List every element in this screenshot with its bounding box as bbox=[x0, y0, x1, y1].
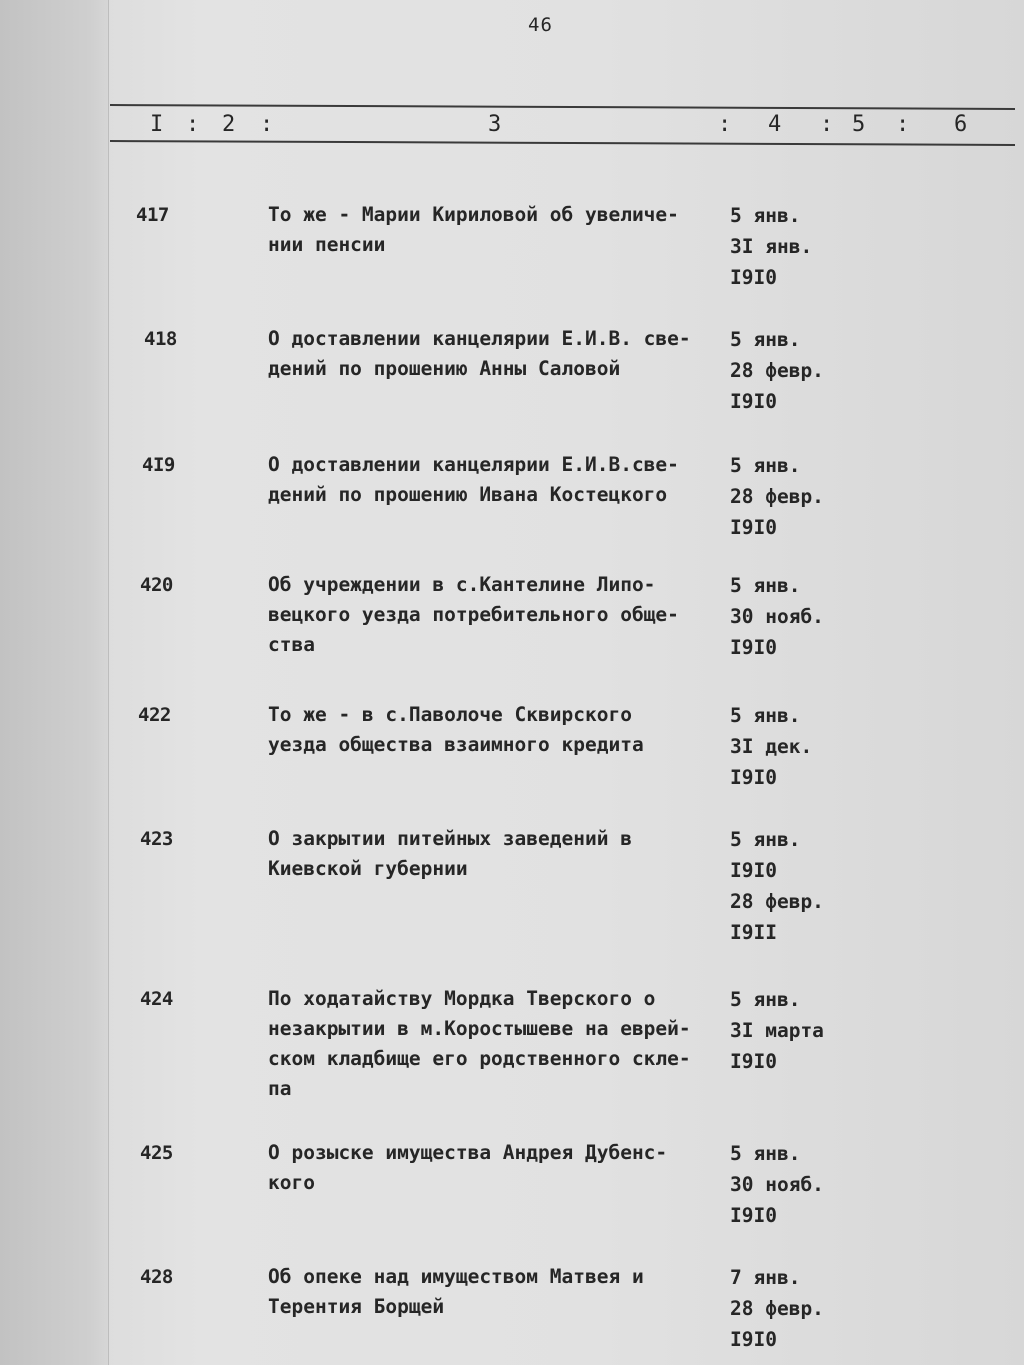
entry-title-line: Об опеке над имуществом Матвея и bbox=[268, 1265, 644, 1288]
entry-date-line: 5 янв. bbox=[730, 454, 801, 477]
entry-title bbox=[268, 324, 728, 384]
binding-gutter bbox=[0, 0, 109, 1365]
entry-title bbox=[268, 200, 728, 260]
entry-title-line: незакрытии в м.Коростышеве на еврей- bbox=[268, 1017, 691, 1040]
column-header-4: 4 bbox=[768, 112, 782, 137]
entry-date-line: 30 нояб. bbox=[730, 605, 824, 628]
entry-title bbox=[268, 1138, 728, 1198]
entry-title-line: О розыске имущества Андрея Дубенс- bbox=[268, 1141, 668, 1164]
entry-title-line: кого bbox=[268, 1171, 315, 1194]
column-separator: : bbox=[718, 112, 732, 137]
entry-title-line: нии пенсии bbox=[268, 233, 386, 256]
entry-date-line: 5 янв. bbox=[730, 704, 801, 727]
entry-date-line: I9I0 bbox=[730, 766, 777, 789]
entry-title-line: ства bbox=[268, 633, 315, 656]
entry-title-line: вецкого уезда потребительного обще- bbox=[268, 603, 679, 626]
column-separator: : bbox=[896, 112, 910, 137]
entry-date-line: 3I дек. bbox=[730, 735, 813, 758]
entry-dates bbox=[730, 324, 824, 417]
entry-number: 422 bbox=[138, 704, 171, 726]
entry-date-line: I9I0 bbox=[730, 516, 777, 539]
entry-date-line: 5 янв. bbox=[730, 204, 801, 227]
entry-date-line: I9I0 bbox=[730, 1328, 777, 1351]
entry-number: 420 bbox=[140, 574, 173, 596]
entry-number: 428 bbox=[140, 1266, 173, 1288]
entry-title bbox=[268, 450, 728, 510]
entry-number: 417 bbox=[136, 204, 169, 226]
entry-title bbox=[268, 570, 728, 660]
entry-title-line: ском кладбище его родственного скле- bbox=[268, 1047, 691, 1070]
entry-date-line: 28 февр. bbox=[730, 1297, 824, 1320]
entry-dates bbox=[730, 450, 824, 543]
entry-dates bbox=[730, 700, 812, 793]
entry-dates bbox=[730, 570, 824, 663]
entry-date-line: I9II bbox=[730, 921, 777, 944]
entry-date-line: I9I0 bbox=[730, 390, 777, 413]
entry-title-line: уезда общества взаимного кредита bbox=[268, 733, 644, 756]
column-header-5: 5 bbox=[852, 112, 866, 137]
entry-title-line: Киевской губернии bbox=[268, 857, 468, 880]
entry-date-line: I9I0 bbox=[730, 1204, 777, 1227]
column-separator: : bbox=[820, 112, 834, 137]
entry-title bbox=[268, 1262, 728, 1322]
entry-title-line: Терентия Борщей bbox=[268, 1295, 445, 1318]
entry-number: 425 bbox=[140, 1142, 173, 1164]
entry-number: 418 bbox=[144, 328, 177, 350]
entry-date-line: 5 янв. bbox=[730, 574, 801, 597]
entry-title bbox=[268, 984, 728, 1104]
column-header-2: 2 bbox=[222, 112, 236, 137]
entry-dates bbox=[730, 824, 824, 948]
entry-number: 423 bbox=[140, 828, 173, 850]
column-separator: : bbox=[260, 112, 274, 137]
column-header-6: 6 bbox=[954, 112, 968, 137]
entry-date-line: I9I0 bbox=[730, 859, 777, 882]
entry-date-line: 28 февр. bbox=[730, 485, 824, 508]
entry-date-line: 30 нояб. bbox=[730, 1173, 824, 1196]
header-bottom-rule bbox=[110, 140, 1015, 146]
entry-date-line: 7 янв. bbox=[730, 1266, 801, 1289]
entry-title-line: дений по прошению Анны Саловой bbox=[268, 357, 621, 380]
entry-dates bbox=[730, 984, 824, 1077]
entry-dates bbox=[730, 1262, 824, 1355]
entry-date-line: 28 февр. bbox=[730, 890, 824, 913]
entry-number: 4I9 bbox=[142, 454, 175, 476]
entry-date-line: 5 янв. bbox=[730, 828, 801, 851]
entry-date-line: I9I0 bbox=[730, 266, 777, 289]
entry-number: 424 bbox=[140, 988, 173, 1010]
entry-date-line: 5 янв. bbox=[730, 328, 801, 351]
entry-date-line: 3I янв. bbox=[730, 235, 813, 258]
entry-title-line: па bbox=[268, 1077, 292, 1100]
entry-dates bbox=[730, 200, 812, 293]
entry-date-line: 5 янв. bbox=[730, 988, 801, 1011]
entry-dates bbox=[730, 1138, 824, 1231]
entry-title-line: О доставлении канцелярии Е.И.В.све- bbox=[268, 453, 679, 476]
entry-title-line: дений по прошению Ивана Костецкого bbox=[268, 483, 668, 506]
entry-date-line: 5 янв. bbox=[730, 1142, 801, 1165]
entry-date-line: I9I0 bbox=[730, 1050, 777, 1073]
entry-title bbox=[268, 700, 728, 760]
entry-title-line: То же - Марии Кириловой об увеличе- bbox=[268, 203, 679, 226]
column-header-3: 3 bbox=[488, 112, 502, 137]
column-header-1: I bbox=[150, 112, 164, 137]
entry-date-line: I9I0 bbox=[730, 636, 777, 659]
entry-title-line: То же - в с.Паволоче Сквирского bbox=[268, 703, 632, 726]
entry-date-line: 3I марта bbox=[730, 1019, 824, 1042]
column-separator: : bbox=[186, 112, 200, 137]
header-top-rule bbox=[110, 104, 1015, 110]
entry-title-line: О доставлении канцелярии Е.И.В. све- bbox=[268, 327, 691, 350]
entry-date-line: 28 февр. bbox=[730, 359, 824, 382]
page-number: 46 bbox=[528, 14, 553, 36]
entry-title-line: По ходатайству Мордка Тверского о bbox=[268, 987, 656, 1010]
entry-title-line: Об учреждении в с.Кантелине Липо- bbox=[268, 573, 656, 596]
entry-title-line: О закрытии питейных заведений в bbox=[268, 827, 632, 850]
entry-title bbox=[268, 824, 728, 884]
